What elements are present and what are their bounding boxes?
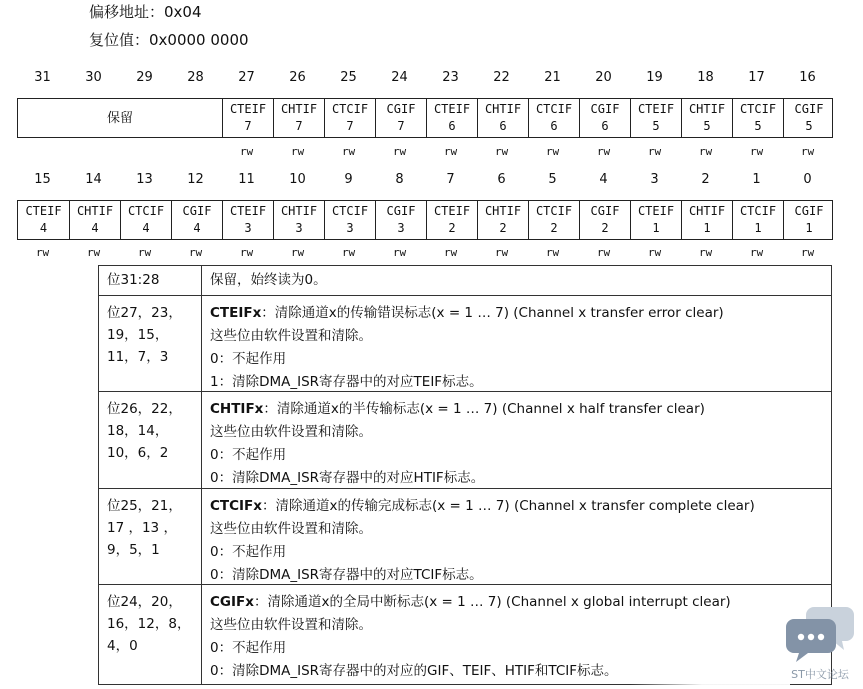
chat-bubbles-icon — [786, 603, 856, 663]
description-text: ：清除通道x的全局中断标志(x = 1 … 7) (Channel x global interrupt clear) — [253, 594, 731, 610]
field-channel: 2 — [499, 221, 507, 235]
access-type: rw — [494, 246, 509, 259]
access-type: rw — [545, 246, 560, 259]
description-text: 0：不起作用 — [210, 447, 287, 463]
register-field — [528, 201, 579, 239]
field-channel: 2 — [550, 221, 558, 235]
description-line — [210, 614, 825, 637]
description-text: 0：清除DMA_ISR寄存器中的对应HTIF标志。 — [210, 470, 485, 486]
bit-number: 25 — [340, 70, 357, 85]
field-name: CGIF — [794, 102, 824, 116]
bit-number: 3 — [650, 172, 659, 187]
register-field — [732, 201, 783, 239]
register-field — [375, 99, 426, 137]
field-name: CGIF — [590, 102, 620, 116]
register-field — [69, 201, 120, 239]
bit-numbers-low — [17, 171, 833, 189]
field-name: CHTIF — [280, 102, 318, 116]
register-field — [783, 201, 834, 239]
field-name: CGIF — [182, 204, 212, 218]
bit-number: 10 — [289, 172, 306, 187]
field-name: CTEIF — [229, 102, 267, 116]
description-line — [210, 348, 825, 371]
bit-number: 7 — [446, 172, 455, 187]
field-name: CTCIF — [535, 102, 573, 116]
offset-address: 偏移地址：0x04 — [89, 3, 202, 21]
field-channel: 1 — [805, 221, 813, 235]
bit-number: 16 — [799, 70, 816, 85]
field-name: CTCIF — [739, 204, 777, 218]
bit-description — [202, 266, 831, 292]
field-name: CTCIF — [127, 204, 165, 218]
field-channel: 3 — [295, 221, 303, 235]
description-text: 保留，始终读为0。 — [210, 272, 327, 288]
access-type: rw — [596, 246, 611, 259]
watermark-text: ST中文论坛 — [791, 668, 849, 681]
register-field — [171, 201, 222, 239]
field-name: CGIF — [794, 204, 824, 218]
field-channel: 3 — [244, 221, 252, 235]
register-field — [222, 99, 273, 137]
field-channel: 6 — [601, 119, 609, 133]
bit-numbers-high — [17, 69, 833, 87]
access-type: rw — [647, 246, 662, 259]
access-type: rw — [35, 246, 50, 259]
access-type: rw — [137, 246, 152, 259]
register-field — [477, 99, 528, 137]
access-type: rw — [239, 145, 254, 158]
register-field — [477, 201, 528, 239]
access-type: rw — [749, 145, 764, 158]
register-field — [783, 99, 834, 137]
field-name: CGIF — [386, 204, 416, 218]
bit-number: 30 — [85, 70, 102, 85]
register-row-low — [17, 200, 833, 240]
bit-number: 31 — [34, 70, 51, 85]
register-field — [630, 99, 681, 137]
description-line — [210, 302, 825, 325]
field-name: CHTIF — [76, 204, 114, 218]
register-field — [324, 99, 375, 137]
description-text: 这些位由软件设置和清除。 — [210, 521, 372, 537]
description-text: ：清除通道x的传输错误标志(x = 1 … 7) (Channel x transfer error clear) — [261, 305, 724, 321]
field-name: CHTIF — [688, 102, 726, 116]
bit-number: 5 — [548, 172, 557, 187]
bit-number: 28 — [187, 70, 204, 85]
bit-number: 20 — [595, 70, 612, 85]
field-mnemonic: CHTIFx — [210, 401, 264, 417]
field-mnemonic: CGIFx — [210, 594, 254, 610]
register-field — [528, 99, 579, 137]
register-field — [579, 201, 630, 239]
bit-number: 6 — [497, 172, 506, 187]
bit-description — [202, 296, 831, 394]
bit-number: 27 — [238, 70, 255, 85]
reset-value: 复位值：0x0000 0000 — [89, 31, 249, 49]
bit-number: 21 — [544, 70, 561, 85]
description-text: 0：不起作用 — [210, 544, 287, 560]
bit-number: 0 — [803, 172, 812, 187]
access-type: rw — [290, 246, 305, 259]
description-text: 0：不起作用 — [210, 640, 287, 656]
bit-number: 14 — [85, 172, 102, 187]
description-line — [210, 325, 825, 348]
bit-range: 位25，21，17 ，13 ，9，5，1 — [99, 489, 202, 584]
field-channel: 1 — [703, 221, 711, 235]
register-field — [426, 201, 477, 239]
field-channel: 6 — [550, 119, 558, 133]
field-name: CTEIF — [637, 102, 675, 116]
field-name: CTEIF — [229, 204, 267, 218]
access-row-low — [17, 246, 833, 260]
description-row — [99, 295, 831, 391]
field-channel: 5 — [754, 119, 762, 133]
field-channel: 3 — [397, 221, 405, 235]
description-text: 这些位由软件设置和清除。 — [210, 328, 372, 344]
bit-range: 位27，23，19，15，11，7，3 — [99, 296, 202, 391]
field-name: CTCIF — [535, 204, 573, 218]
field-channel: 7 — [397, 119, 405, 133]
field-name: CTCIF — [331, 102, 369, 116]
description-text: 这些位由软件设置和清除。 — [210, 424, 372, 440]
register-field — [273, 201, 324, 239]
bit-range: 位24，20，16，12，8，4，0 — [99, 585, 202, 684]
description-row — [99, 391, 831, 488]
description-text: 这些位由软件设置和清除。 — [210, 617, 372, 633]
bit-number: 12 — [187, 172, 204, 187]
field-name: 保留 — [106, 110, 133, 126]
bit-number: 1 — [752, 172, 761, 187]
field-name: CTCIF — [331, 204, 369, 218]
field-name: CTEIF — [433, 204, 471, 218]
register-field — [375, 201, 426, 239]
bit-number: 11 — [238, 172, 255, 187]
bit-description — [202, 392, 831, 490]
bit-number: 24 — [391, 70, 408, 85]
watermark-fade — [630, 655, 790, 689]
field-channel: 3 — [346, 221, 354, 235]
description-line — [210, 421, 825, 444]
description-text: ：清除通道x的传输完成标志(x = 1 … 7) (Channel x transfer complete clear) — [261, 498, 755, 514]
description-line — [210, 467, 825, 490]
access-type: rw — [188, 246, 203, 259]
bit-description-table — [98, 265, 832, 685]
bit-number: 13 — [136, 172, 153, 187]
register-field — [579, 99, 630, 137]
access-type: rw — [749, 246, 764, 259]
access-type: rw — [341, 145, 356, 158]
field-mnemonic: CTCIFx — [210, 498, 262, 514]
field-mnemonic: CTEIFx — [210, 305, 262, 321]
description-line — [210, 495, 825, 518]
bit-number: 2 — [701, 172, 710, 187]
field-channel: 5 — [805, 119, 813, 133]
access-type: rw — [341, 246, 356, 259]
description-text: 0：清除DMA_ISR寄存器中的对应的GIF、TEIF、HTIF和TCIF标志。 — [210, 663, 618, 679]
register-field — [120, 201, 171, 239]
access-type: rw — [443, 145, 458, 158]
description-row — [99, 266, 831, 295]
bit-range: 位31:28 — [99, 266, 202, 295]
bit-number: 8 — [395, 172, 404, 187]
field-name: CGIF — [590, 204, 620, 218]
access-row-high — [17, 145, 833, 159]
bit-number: 22 — [493, 70, 510, 85]
field-name: CTEIF — [433, 102, 471, 116]
access-type: rw — [647, 145, 662, 158]
description-line — [210, 591, 825, 614]
field-channel: 4 — [39, 221, 48, 235]
field-channel: 5 — [703, 119, 711, 133]
access-type: rw — [392, 145, 407, 158]
description-row — [99, 488, 831, 584]
field-name: CTEIF — [637, 204, 675, 218]
description-text: 0：不起作用 — [210, 351, 287, 367]
description-text: ：清除通道x的半传输标志(x = 1 … 7) (Channel x half transfer clear) — [263, 401, 705, 417]
register-field — [681, 201, 732, 239]
access-type: rw — [545, 145, 560, 158]
description-line — [210, 398, 825, 421]
field-name: CHTIF — [484, 204, 522, 218]
register-field — [732, 99, 783, 137]
field-channel: 1 — [754, 221, 762, 235]
field-name: CTEIF — [25, 204, 62, 218]
bit-number: 18 — [697, 70, 714, 85]
bit-description — [202, 489, 831, 587]
field-name: CTCIF — [739, 102, 777, 116]
bit-number: 23 — [442, 70, 459, 85]
register-row-high — [17, 98, 833, 138]
bit-range: 位26，22，18，14，10，6，2 — [99, 392, 202, 488]
watermark — [780, 603, 860, 687]
access-type: rw — [800, 246, 815, 259]
access-type: rw — [392, 246, 407, 259]
register-field — [426, 99, 477, 137]
bit-number: 4 — [599, 172, 608, 187]
field-channel: 4 — [91, 221, 99, 235]
bit-number: 19 — [646, 70, 663, 85]
register-field — [681, 99, 732, 137]
field-name: CHTIF — [280, 204, 318, 218]
register-field — [324, 201, 375, 239]
bit-number: 29 — [136, 70, 153, 85]
access-type: rw — [290, 145, 305, 158]
description-line — [210, 444, 825, 467]
field-channel: 4 — [193, 221, 201, 235]
description-line — [210, 269, 825, 292]
field-channel: 2 — [601, 221, 609, 235]
field-channel: 7 — [346, 119, 354, 133]
access-type: rw — [800, 145, 815, 158]
field-channel: 5 — [652, 119, 660, 133]
access-type: rw — [239, 246, 254, 259]
access-type: rw — [443, 246, 458, 259]
description-line — [210, 518, 825, 541]
field-name: CHTIF — [484, 102, 522, 116]
access-type: rw — [698, 246, 713, 259]
bit-number: 9 — [344, 172, 353, 187]
access-type: rw — [698, 145, 713, 158]
register-field — [630, 201, 681, 239]
bit-number: 17 — [748, 70, 765, 85]
field-channel: 6 — [499, 119, 507, 133]
field-channel: 6 — [448, 119, 456, 133]
field-channel: 2 — [448, 221, 456, 235]
bit-number: 26 — [289, 70, 306, 85]
field-name: CGIF — [386, 102, 416, 116]
description-line — [210, 541, 825, 564]
access-type: rw — [86, 246, 101, 259]
description-text: 0：清除DMA_ISR寄存器中的对应TCIF标志。 — [210, 567, 483, 583]
field-channel: 7 — [244, 119, 252, 133]
register-field — [18, 201, 69, 239]
field-channel: 7 — [295, 119, 303, 133]
register-field — [222, 201, 273, 239]
access-type: rw — [494, 145, 509, 158]
field-channel: 4 — [142, 221, 150, 235]
reserved-field — [18, 99, 222, 137]
description-text: 1：清除DMA_ISR寄存器中的对应TEIF标志。 — [210, 374, 483, 390]
field-name: CHTIF — [688, 204, 726, 218]
bit-number: 15 — [34, 172, 51, 187]
access-type: rw — [596, 145, 611, 158]
register-field — [273, 99, 324, 137]
field-channel: 1 — [652, 221, 660, 235]
